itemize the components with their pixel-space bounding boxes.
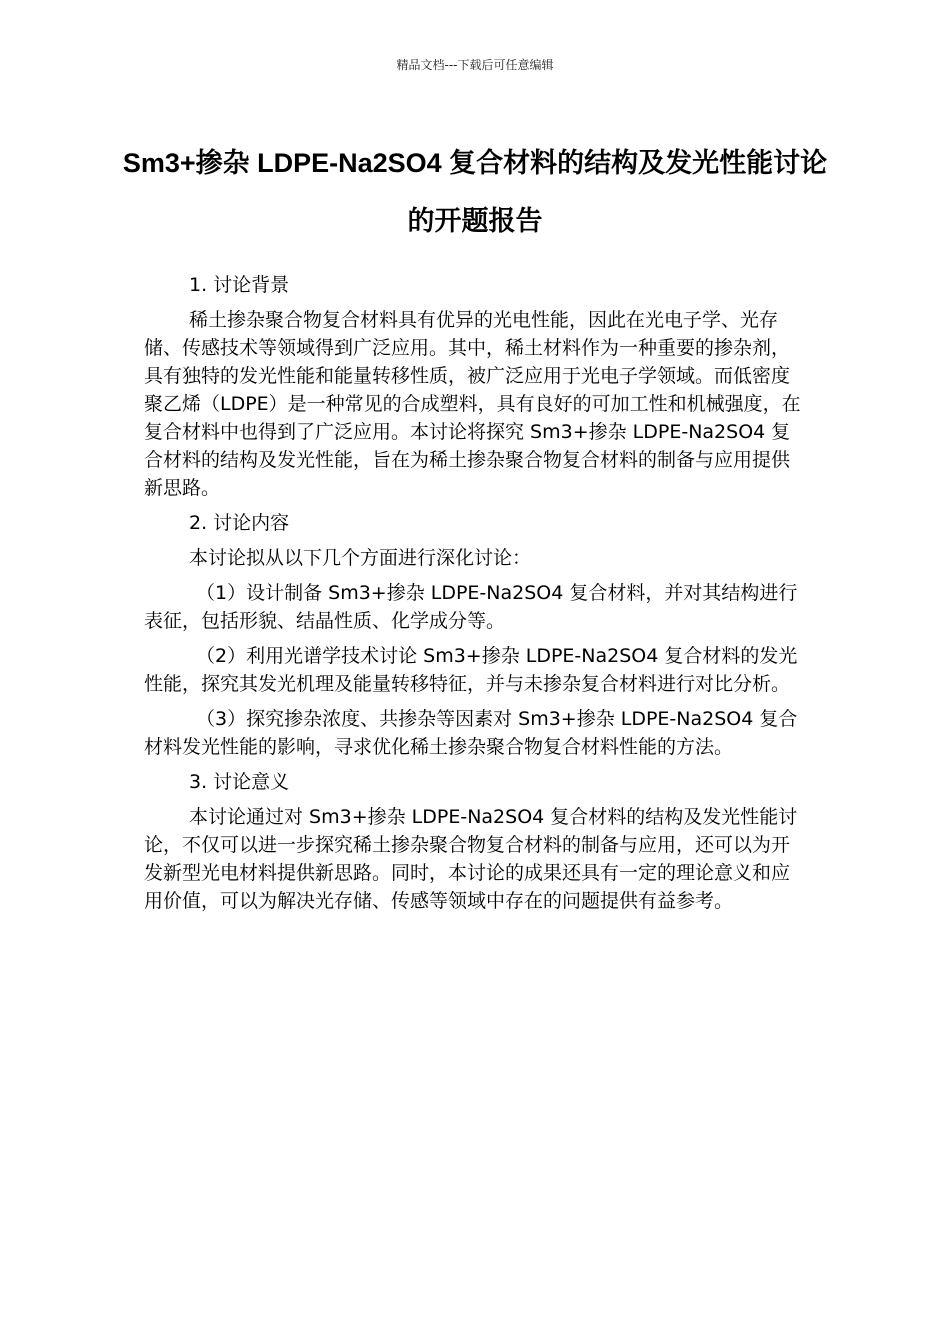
significance-paragraph: 本讨论通过对 Sm3+掺杂 LDPE-Na2SO4 复合材料的结构及发光性能讨论，不仅可以进一步探究稀土掺杂聚合物复合材料的制备与应用，还可以为开发新型光电材料提供新思路。同时，本讨论的成果还具有一定的理论意义和应用价值，可以为解决光存储、传感等领域中存在的问题提供有益参考。 bbox=[144, 806, 798, 912]
header-note: 精品文档---下载后可任意编辑 bbox=[396, 58, 554, 72]
content-item-2: （2）利用光谱学技术讨论 Sm3+掺杂 LDPE-Na2SO4 复合材料的发光性能，探究其发光机理及能量转移特征，并与未掺杂复合材料进行对比分析。 bbox=[144, 645, 798, 695]
content-item-1: （1）设计制备 Sm3+掺杂 LDPE-Na2SO4 复合材料，并对其结构进行表征，包括形貌、结晶性质、化学成分等。 bbox=[144, 582, 798, 632]
document-title: Sm3+掺杂 LDPE-Na2SO4 复合材料的结构及发光性能讨论的开题报告 bbox=[122, 148, 828, 236]
document-body bbox=[144, 271, 808, 922]
content-item-3: （3）探究掺杂浓度、共掺杂等因素对 Sm3+掺杂 LDPE-Na2SO4 复合材料发光性能的影响，寻求优化稀土掺杂聚合物复合材料性能的方法。 bbox=[144, 708, 798, 758]
section-heading-content: 2. 讨论内容 bbox=[189, 512, 290, 534]
background-paragraph: 稀土掺杂聚合物复合材料具有优异的光电性能，因此在光电子学、光存储、传感技术等领域得到广泛应用。其中，稀土材料作为一种重要的掺杂剂，具有独特的发光性能和能量转移性质，被广泛应用于光电子学领域。而低密度聚乙烯（LDPE）是一种常见的合成塑料，具有良好的可加工性和机械强度，在复合材料中也得到了广泛应用。本讨论将探究 Sm3+掺杂 LDPE-Na2SO4 复合材料的结构及发光性能，旨在为稀土掺杂聚合物复合材料的制备与应用提供新思路。 bbox=[144, 309, 801, 499]
section-heading-background: 1. 讨论背景 bbox=[189, 274, 290, 296]
content-intro: 本讨论拟从以下几个方面进行深化讨论： bbox=[189, 547, 532, 569]
section-heading-significance: 3. 讨论意义 bbox=[189, 771, 290, 793]
